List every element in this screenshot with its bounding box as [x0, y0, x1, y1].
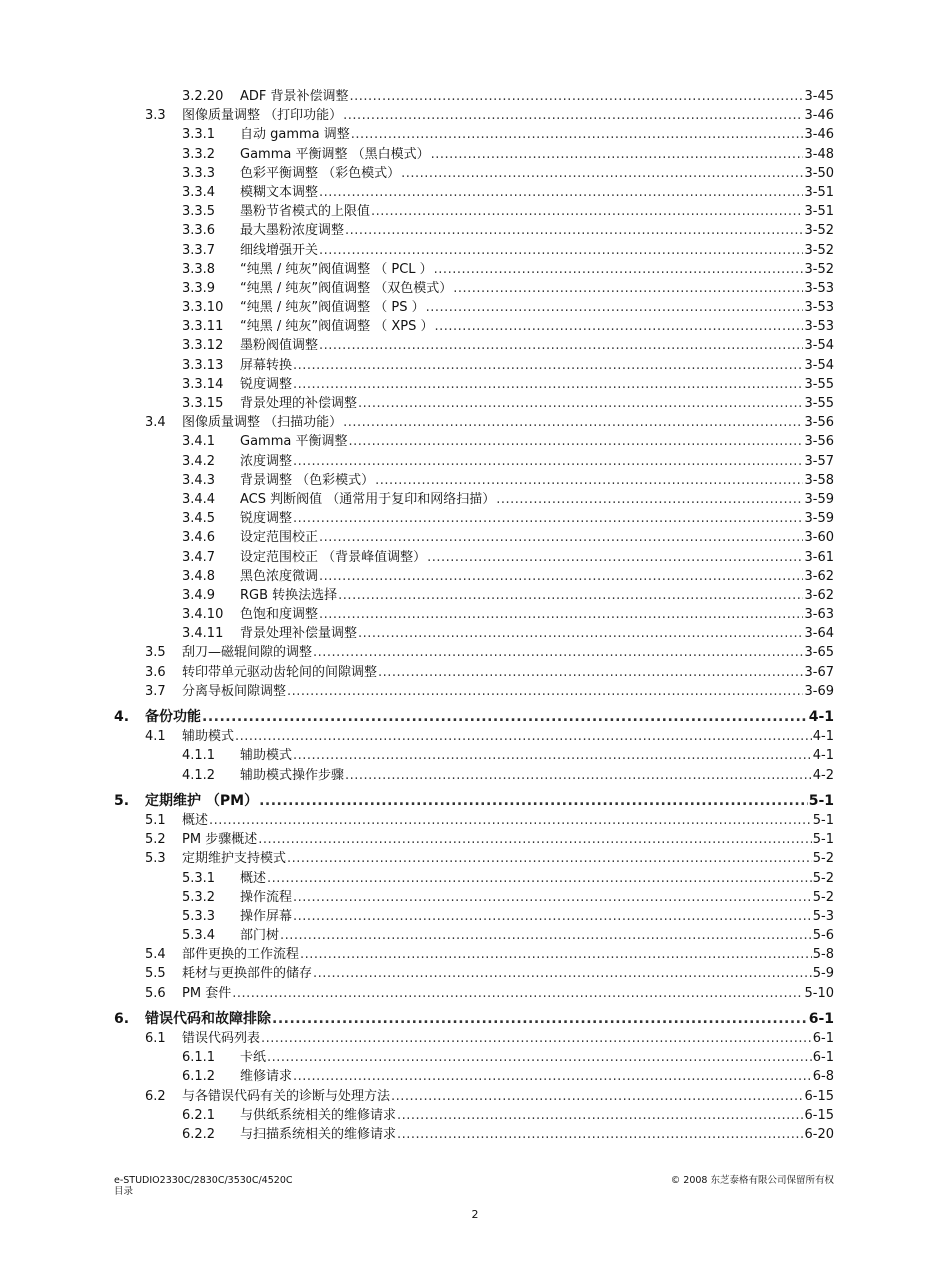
- toc-entry-number: 5.3: [145, 851, 166, 867]
- toc-entry-page: 3-53: [804, 319, 834, 335]
- toc-dot-leader: [343, 106, 803, 125]
- toc-dot-leader: [293, 375, 803, 394]
- toc-entry-title: 定期维护支持模式: [182, 851, 287, 867]
- toc-entry-title: 黑色浓度微调: [240, 568, 319, 584]
- toc-entry-page: 3-59: [804, 511, 834, 527]
- toc-entry[interactable]: [114, 727, 834, 746]
- toc-entry[interactable]: [114, 1087, 834, 1106]
- toc-entry-title: ADF 背景补偿调整: [240, 89, 349, 104]
- toc-entry[interactable]: [114, 811, 834, 830]
- toc-entry-page: 3-53: [804, 280, 834, 296]
- toc-dot-leader: [351, 125, 804, 144]
- toc-dot-leader: [431, 145, 804, 164]
- toc-dot-leader: [358, 624, 803, 643]
- toc-entry-title: 定期维护 （PM）: [145, 792, 259, 809]
- toc-entry[interactable]: [114, 1048, 834, 1067]
- toc-dot-leader: [435, 317, 804, 336]
- toc-dot-leader: [338, 586, 803, 605]
- toc-entry[interactable]: [114, 766, 834, 785]
- toc-entry[interactable]: [114, 241, 834, 260]
- toc-dot-leader: [293, 509, 803, 528]
- toc-entry-page: 3-51: [804, 184, 834, 200]
- toc-entry-page: 3-57: [804, 453, 834, 469]
- toc-entry[interactable]: [114, 1029, 834, 1048]
- toc-entry-title: Gamma 平衡调整 （黑白模式）: [240, 146, 430, 162]
- toc-entry-page: 3-62: [804, 587, 834, 603]
- toc-entry-title: 锐度调整: [240, 376, 293, 392]
- toc-entry-title: 色彩平衡调整 （彩色模式）: [240, 165, 401, 181]
- footer-section: 目录: [114, 1186, 134, 1197]
- toc-entry[interactable]: [114, 260, 834, 279]
- toc-dot-leader: [293, 1067, 812, 1086]
- toc-entry-page: 6-1: [808, 1010, 834, 1027]
- toc-entry-number: 3.4.3: [182, 472, 216, 488]
- toc-dot-leader: [401, 164, 803, 183]
- toc-entry-title: 操作流程: [240, 889, 293, 905]
- toc-dot-leader: [391, 1087, 803, 1106]
- toc-entry-number: 6.2: [145, 1088, 166, 1104]
- toc-entry-number: 3.7: [145, 683, 166, 699]
- toc-entry-title: “纯黑 / 纯灰”阀值调整 （双色模式）: [240, 280, 453, 296]
- toc-entry[interactable]: [114, 567, 834, 586]
- toc-entry-title: 概述: [182, 812, 209, 828]
- toc-entry-title: 耗材与更换部件的储存: [182, 966, 313, 982]
- toc-entry-number: 3.4.1: [182, 434, 216, 450]
- toc-entry-number: 6.: [114, 1010, 130, 1027]
- toc-entry-page: 3-62: [804, 568, 834, 584]
- toc-entry-number: 5.5: [145, 966, 166, 982]
- toc-entry[interactable]: [114, 643, 834, 662]
- toc-entry-number: 5.3.4: [182, 928, 216, 944]
- toc-entry-title: 背景处理的补偿调整: [240, 396, 358, 411]
- toc-dot-leader: [261, 1029, 812, 1048]
- toc-entry[interactable]: [114, 394, 834, 413]
- toc-entry[interactable]: [114, 708, 834, 727]
- toc-entry[interactable]: [114, 106, 834, 125]
- toc-dot-leader: [350, 87, 804, 106]
- toc-entry-title: 辅助模式: [182, 729, 235, 745]
- toc-entry-number: 3.3.9: [182, 280, 216, 296]
- toc-entry-title: RGB 转换法选择: [240, 587, 338, 603]
- toc-dot-leader: [267, 1048, 812, 1067]
- toc-dot-leader: [202, 708, 808, 727]
- toc-entry-title: 屏幕转换: [240, 357, 293, 373]
- toc-dot-leader: [319, 183, 803, 202]
- toc-entry-number: 3.6: [145, 664, 166, 680]
- toc-dot-leader: [313, 643, 803, 662]
- toc-entry[interactable]: [114, 605, 834, 624]
- toc-entry-page: 3-52: [804, 261, 834, 277]
- toc-entry-page: 3-63: [804, 607, 834, 623]
- toc-entry-number: 3.3.14: [182, 376, 224, 392]
- toc-entry-number: 4.1: [145, 729, 166, 745]
- toc-entry-page: 3-64: [804, 626, 834, 642]
- toc-entry[interactable]: [114, 317, 834, 336]
- toc-dot-leader: [300, 945, 812, 964]
- toc-entry-title: 最大墨粉浓度调整: [240, 223, 345, 239]
- toc-entry-title: 维修请求: [240, 1069, 293, 1085]
- toc-entry[interactable]: [114, 964, 834, 983]
- toc-entry-page: 4-2: [812, 767, 834, 783]
- toc-entry-number: 6.1.2: [182, 1069, 216, 1085]
- toc-entry-number: 6.2.2: [182, 1126, 216, 1142]
- toc-entry-title: 操作屏幕: [240, 908, 293, 924]
- toc-entry-page: 6-1: [812, 1031, 834, 1046]
- toc-entry-page: 4-1: [812, 748, 834, 764]
- toc-entry-number: 3.3.5: [182, 204, 216, 220]
- toc-entry-number: 3.4.6: [182, 530, 216, 546]
- toc-entry-number: 3.2.20: [182, 89, 224, 104]
- toc-entry[interactable]: [114, 125, 834, 144]
- toc-entry-page: 6-1: [812, 1050, 834, 1066]
- toc-entry-title: 部门树: [240, 928, 280, 944]
- toc-dot-leader: [345, 221, 803, 240]
- table-of-contents: [114, 87, 834, 1144]
- toc-entry-page: 3-69: [804, 683, 834, 699]
- toc-entry-page: 5-10: [804, 985, 834, 1001]
- toc-dot-leader: [287, 849, 812, 868]
- toc-entry-number: 3.4.8: [182, 568, 216, 584]
- toc-entry-number: 5.6: [145, 985, 166, 1001]
- toc-entry-title: 图像质量调整 （打印功能）: [182, 108, 343, 124]
- toc-dot-leader: [293, 907, 812, 926]
- toc-entry-number: 6.2.1: [182, 1107, 216, 1123]
- toc-dot-leader: [434, 260, 804, 279]
- toc-entry-page: 6-8: [812, 1069, 834, 1085]
- toc-entry-page: 3-61: [804, 549, 834, 565]
- toc-dot-leader: [313, 964, 812, 983]
- toc-dot-leader: [293, 888, 812, 907]
- toc-dot-leader: [319, 528, 803, 547]
- toc-entry[interactable]: [114, 471, 834, 490]
- toc-entry-number: 4.1.1: [182, 748, 216, 764]
- toc-entry-number: 3.3.3: [182, 165, 216, 181]
- toc-dot-leader: [375, 471, 803, 490]
- toc-entry-title: 备份功能: [145, 709, 201, 725]
- toc-entry-title: PM 步骤概述: [182, 832, 258, 848]
- toc-entry-title: 设定范围校正: [240, 530, 319, 546]
- toc-entry-page: 5-1: [812, 832, 834, 848]
- toc-entry-title: 背景调整 （色彩模式）: [240, 472, 375, 488]
- toc-entry-title: “纯黑 / 纯灰”阀值调整 （ PCL ）: [240, 261, 433, 277]
- toc-dot-leader: [358, 394, 803, 413]
- toc-entry-page: 3-55: [804, 376, 834, 392]
- toc-entry-title: 卡纸: [240, 1050, 267, 1066]
- toc-entry[interactable]: [114, 746, 834, 765]
- toc-entry-number: 3.4: [145, 415, 166, 431]
- toc-entry-title: 错误代码列表: [182, 1031, 261, 1046]
- toc-entry[interactable]: [114, 1067, 834, 1086]
- toc-dot-leader: [293, 746, 812, 765]
- footer-left: [114, 1175, 293, 1197]
- toc-entry-title: 背景处理补偿量调整: [240, 626, 358, 642]
- toc-dot-leader: [272, 1010, 808, 1029]
- toc-entry-number: 3.3.12: [182, 338, 224, 354]
- toc-entry-page: 4-1: [812, 729, 834, 745]
- toc-entry[interactable]: [114, 907, 834, 926]
- toc-dot-leader: [293, 452, 803, 471]
- toc-entry-page: 3-60: [804, 530, 834, 546]
- toc-entry-number: 3.3.11: [182, 319, 224, 335]
- toc-entry[interactable]: [114, 849, 834, 868]
- toc-entry-title: 刮刀—磁辊间隙的调整: [182, 645, 313, 661]
- toc-entry-number: 3.3.7: [182, 242, 216, 258]
- toc-entry-number: 3.3.4: [182, 184, 216, 200]
- toc-entry-number: 3.4.9: [182, 587, 216, 603]
- toc-dot-leader: [319, 567, 803, 586]
- toc-entry[interactable]: [114, 984, 834, 1003]
- toc-entry-page: 3-56: [804, 415, 834, 431]
- toc-entry-number: 3.4.2: [182, 453, 216, 469]
- toc-dot-leader: [319, 605, 803, 624]
- footer-copyright: © 2008 东芝泰格有限公司保留所有权: [670, 1175, 834, 1186]
- toc-entry-title: “纯黑 / 纯灰”阀值调整 （ PS ）: [240, 300, 425, 316]
- toc-entry-number: 3.3.6: [182, 223, 216, 239]
- toc-entry-number: 4.: [114, 709, 130, 725]
- toc-entry-title: 转印带单元驱动齿轮间的间隙调整: [182, 664, 378, 680]
- footer-model: e-STUDIO2330C/2830C/3530C/4520C: [114, 1175, 293, 1186]
- toc-dot-leader: [232, 984, 803, 1003]
- toc-dot-leader: [453, 279, 803, 298]
- toc-entry-title: “纯黑 / 纯灰”阀值调整 （ XPS ）: [240, 319, 434, 335]
- toc-entry-title: 自动 gamma 调整: [240, 127, 350, 143]
- toc-entry-title: 色饱和度调整: [240, 607, 319, 623]
- toc-entry-page: 3-53: [804, 300, 834, 316]
- toc-entry[interactable]: [114, 548, 834, 567]
- toc-entry[interactable]: [114, 221, 834, 240]
- toc-entry[interactable]: [114, 830, 834, 849]
- toc-entry-page: 5-8: [812, 947, 834, 963]
- toc-entry-title: 与供纸系统相关的维修请求: [240, 1107, 397, 1123]
- toc-entry[interactable]: [114, 663, 834, 682]
- toc-dot-leader: [397, 1106, 803, 1125]
- toc-entry-page: 3-45: [804, 89, 834, 104]
- toc-entry-title: 与扫描系统相关的维修请求: [240, 1126, 397, 1142]
- toc-entry-title: 辅助模式: [240, 748, 293, 764]
- toc-entry[interactable]: [114, 586, 834, 605]
- toc-entry[interactable]: [114, 432, 834, 451]
- toc-entry-number: 5.2: [145, 832, 166, 848]
- toc-dot-leader: [287, 682, 803, 701]
- toc-entry-number: 3.3.10: [182, 300, 224, 316]
- toc-entry-page: 6-15: [804, 1088, 834, 1104]
- toc-dot-leader: [259, 792, 808, 811]
- toc-entry[interactable]: [114, 869, 834, 888]
- toc-entry-number: 3.3.15: [182, 396, 224, 411]
- toc-dot-leader: [293, 356, 803, 375]
- toc-entry-page: 3-48: [804, 146, 834, 162]
- toc-entry-page: 5-2: [812, 870, 834, 886]
- toc-entry-page: 3-67: [804, 664, 834, 680]
- toc-entry-page: 3-54: [804, 357, 834, 373]
- toc-entry-page: 5-9: [812, 966, 834, 982]
- toc-entry-title: 浓度调整: [240, 453, 293, 469]
- toc-entry-page: 5-1: [812, 812, 834, 828]
- toc-entry-page: 3-59: [804, 491, 834, 507]
- toc-entry[interactable]: [114, 413, 834, 432]
- toc-entry-number: 4.1.2: [182, 767, 216, 783]
- toc-entry-page: 4-1: [808, 709, 834, 725]
- toc-entry-number: 5.3.1: [182, 870, 216, 886]
- toc-entry-number: 5.1: [145, 812, 166, 828]
- toc-entry[interactable]: [114, 1010, 834, 1029]
- toc-entry-page: 5-3: [812, 908, 834, 924]
- toc-entry-number: 3.4.5: [182, 511, 216, 527]
- toc-entry-page: 3-55: [804, 396, 834, 411]
- toc-entry-page: 3-54: [804, 338, 834, 354]
- toc-entry-number: 6.1: [145, 1031, 166, 1046]
- toc-entry[interactable]: [114, 945, 834, 964]
- toc-entry-title: Gamma 平衡调整: [240, 434, 348, 450]
- toc-entry-page: 3-56: [804, 434, 834, 450]
- toc-entry-number: 3.3: [145, 108, 166, 124]
- toc-dot-leader: [496, 490, 803, 509]
- toc-entry-page: 5-2: [812, 851, 834, 867]
- page-number: 2: [471, 1208, 479, 1221]
- toc-entry-title: 与各错误代码有关的诊断与处理方法: [182, 1088, 391, 1104]
- toc-entry-page: 3-65: [804, 645, 834, 661]
- toc-entry-page: 3-46: [804, 127, 834, 143]
- toc-entry-page: 5-1: [808, 792, 834, 809]
- toc-entry-page: 6-20: [804, 1126, 834, 1142]
- toc-entry[interactable]: [114, 87, 834, 106]
- toc-entry-number: 5.3.2: [182, 889, 216, 905]
- toc-entry[interactable]: [114, 1106, 834, 1125]
- toc-entry[interactable]: [114, 202, 834, 221]
- toc-dot-leader: [427, 548, 803, 567]
- toc-entry[interactable]: [114, 528, 834, 547]
- toc-entry-number: 3.4.4: [182, 491, 216, 507]
- toc-entry-title: 辅助模式操作步骤: [240, 767, 345, 783]
- toc-dot-leader: [209, 811, 812, 830]
- toc-entry-title: ACS 判断阀值 （通常用于复印和网络扫描）: [240, 491, 496, 507]
- toc-entry-title: 概述: [240, 870, 267, 886]
- toc-entry-title: PM 套件: [182, 985, 232, 1001]
- toc-entry[interactable]: [114, 145, 834, 164]
- toc-entry-number: 3.4.10: [182, 607, 224, 623]
- toc-dot-leader: [319, 336, 803, 355]
- toc-entry[interactable]: [114, 682, 834, 701]
- toc-entry[interactable]: [114, 298, 834, 317]
- toc-entry-title: 细线增强开关: [240, 242, 319, 258]
- toc-dot-leader: [348, 432, 803, 451]
- toc-entry-page: 6-15: [804, 1107, 834, 1123]
- toc-entry[interactable]: [114, 490, 834, 509]
- toc-dot-leader: [319, 241, 803, 260]
- toc-entry-title: 模糊文本调整: [240, 184, 319, 200]
- toc-entry[interactable]: [114, 375, 834, 394]
- toc-entry-number: 5.: [114, 792, 130, 809]
- toc-dot-leader: [378, 663, 803, 682]
- toc-entry[interactable]: [114, 452, 834, 471]
- toc-entry[interactable]: [114, 336, 834, 355]
- toc-entry-number: 3.4.11: [182, 626, 224, 642]
- toc-dot-leader: [397, 1125, 803, 1144]
- toc-entry-title: 锐度调整: [240, 511, 293, 527]
- toc-entry-number: 3.5: [145, 645, 166, 661]
- toc-entry-page: 3-52: [804, 242, 834, 258]
- toc-entry-page: 5-6: [812, 928, 834, 944]
- toc-entry-number: 6.1.1: [182, 1050, 216, 1066]
- toc-entry-number: 3.3.13: [182, 357, 224, 373]
- toc-entry-page: 3-46: [804, 108, 834, 124]
- toc-entry-number: 5.4: [145, 947, 166, 963]
- toc-entry[interactable]: [114, 926, 834, 945]
- toc-entry-title: 墨粉节省模式的上限值: [240, 204, 371, 220]
- toc-entry-page: 3-50: [804, 165, 834, 181]
- toc-entry[interactable]: [114, 509, 834, 528]
- toc-entry-number: 3.3.1: [182, 127, 216, 143]
- toc-entry[interactable]: [114, 164, 834, 183]
- toc-dot-leader: [235, 727, 812, 746]
- toc-dot-leader: [258, 830, 812, 849]
- toc-entry-number: 3.3.8: [182, 261, 216, 277]
- toc-entry[interactable]: [114, 624, 834, 643]
- toc-entry-number: 3.4.7: [182, 549, 216, 565]
- toc-entry-title: 错误代码和故障排除: [145, 1010, 271, 1027]
- toc-entry-page: 3-58: [804, 472, 834, 488]
- toc-entry[interactable]: [114, 1125, 834, 1144]
- toc-dot-leader: [426, 298, 804, 317]
- toc-entry[interactable]: [114, 183, 834, 202]
- toc-entry-title: 图像质量调整 （扫描功能）: [182, 415, 343, 431]
- toc-entry[interactable]: [114, 279, 834, 298]
- toc-entry-title: 设定范围校正 （背景峰值调整）: [240, 549, 427, 565]
- toc-entry-title: 分离导板间隙调整: [182, 683, 287, 699]
- toc-entry-title: 墨粉阀值调整: [240, 338, 319, 354]
- toc-entry-number: 5.3.3: [182, 908, 216, 924]
- toc-dot-leader: [280, 926, 812, 945]
- toc-dot-leader: [267, 869, 812, 888]
- toc-entry-page: 3-52: [804, 223, 834, 239]
- toc-entry-number: 3.3.2: [182, 146, 216, 162]
- toc-dot-leader: [345, 766, 812, 785]
- toc-entry[interactable]: [114, 356, 834, 375]
- toc-entry-title: 部件更换的工作流程: [182, 947, 300, 963]
- toc-entry-page: 3-51: [804, 204, 834, 220]
- toc-dot-leader: [343, 413, 803, 432]
- toc-entry[interactable]: [114, 792, 834, 811]
- toc-dot-leader: [371, 202, 803, 221]
- toc-entry-page: 5-2: [812, 889, 834, 905]
- toc-entry[interactable]: [114, 888, 834, 907]
